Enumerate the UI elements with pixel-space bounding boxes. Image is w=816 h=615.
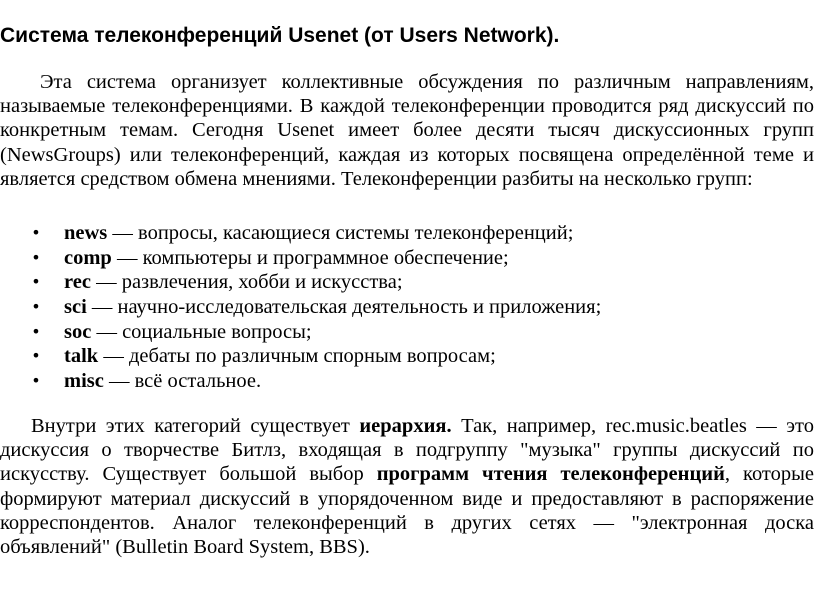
reader-programs-term: программ чтения телеконференций xyxy=(376,463,725,486)
hierarchy-paragraph xyxy=(0,414,814,559)
group-name: comp xyxy=(64,246,112,269)
hierarchy-text-2: Так, например, rec.music.beatles — это дискуссия о творчестве Битлз, входящая в подгруппу "музыка" группы дискуссий по искусству. Существует большой выбор xyxy=(0,415,814,486)
bullet-icon: • xyxy=(31,247,41,267)
group-description: — социальные вопросы; xyxy=(91,320,312,343)
list-item-soc xyxy=(0,320,601,345)
group-name: sci xyxy=(64,296,87,319)
group-description: — всё остальное. xyxy=(103,370,262,393)
group-description: — научно-исследовательская деятельность и приложения; xyxy=(86,296,602,319)
group-description: — вопросы, касающиеся системы телеконференций; xyxy=(107,222,574,244)
list-item-rec xyxy=(0,270,601,295)
list-item-sci xyxy=(0,295,601,320)
page-title: Система телеконференций Usenet (от Users Network). xyxy=(0,24,560,47)
hierarchy-term: иерархия. xyxy=(359,415,452,437)
bullet-icon: • xyxy=(31,297,41,317)
group-name: misc xyxy=(64,370,104,393)
intro-paragraph: Эта система организует коллективные обсуждения по различным направлениям, называемые телеконференциями. В каждой телеконференции проводится ряд дискуссий по конкретным темам. Сегодня Usenet имеет более десяти тысяч дискуссионных групп (NewsGroups) или телеконференций, каждая из которых посвящена определённой теме и является средством обмена мнениями. Телеконференции разбиты на несколько групп: xyxy=(0,71,814,190)
list-item-misc xyxy=(0,369,601,394)
list-item-news xyxy=(0,221,601,246)
group-description: — компьютеры и программное обеспечение; xyxy=(111,246,509,269)
group-description: — развлечения, хобби и искусства; xyxy=(90,271,403,294)
bullet-icon: • xyxy=(31,371,41,391)
list-item-talk xyxy=(0,344,601,369)
newsgroup-list xyxy=(0,221,601,394)
group-description: — дебаты по различным спорным вопросам; xyxy=(98,345,496,368)
group-name: talk xyxy=(64,345,99,368)
group-name: soc xyxy=(64,320,92,343)
group-name: rec xyxy=(64,271,91,294)
hierarchy-text-3: , которые формируют материал дискуссий в упорядоченном виде и предоставляют в распоряжение корреспондентов. Аналог телеконференций в других сетях — "электронная доска объявлений" (Bulletin Board System, BBS). xyxy=(0,463,814,559)
hierarchy-text-1: Внутри этих категорий существует xyxy=(31,415,360,437)
bullet-icon: • xyxy=(31,223,41,242)
group-name: news xyxy=(64,222,108,244)
list-item-comp xyxy=(0,246,601,271)
bullet-icon: • xyxy=(31,346,41,366)
bullet-icon: • xyxy=(31,272,41,292)
bullet-icon: • xyxy=(31,321,41,341)
